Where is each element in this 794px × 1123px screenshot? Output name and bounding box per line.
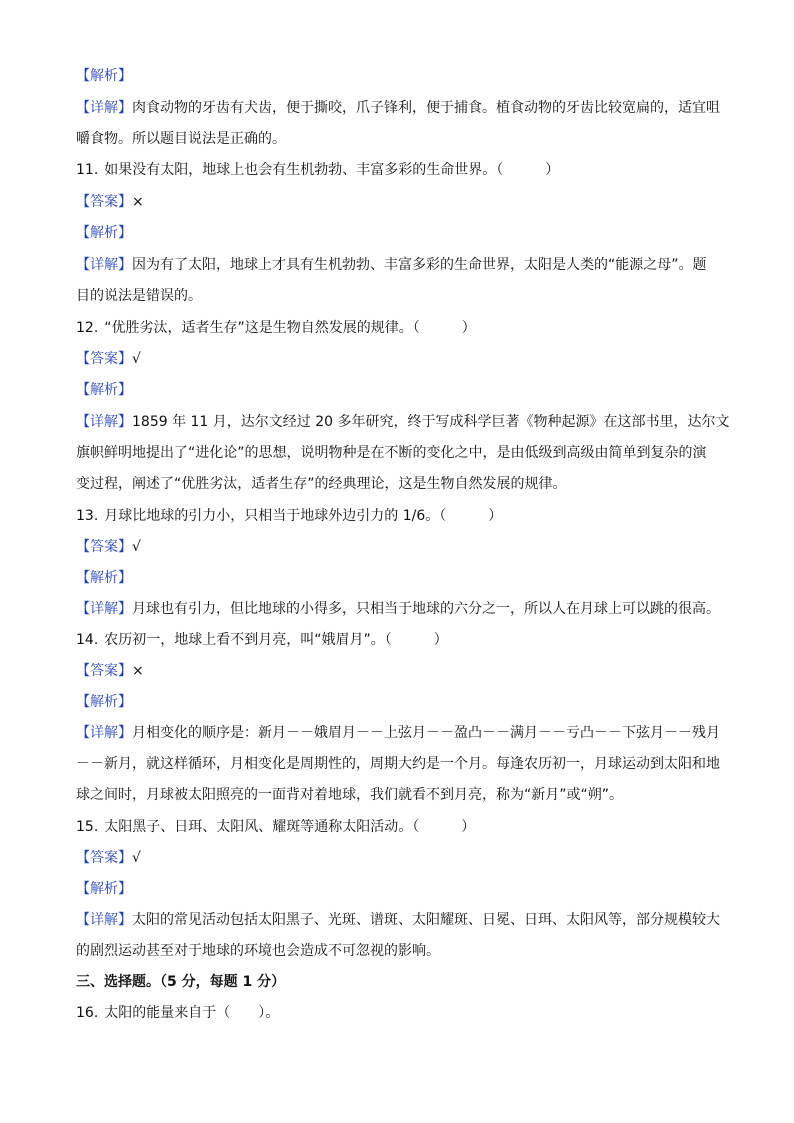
detail-tag: 【详解】 xyxy=(76,912,132,928)
question-text: 如果没有太阳，地球上也会有生机勃勃、丰富多彩的生命世界。（ ） xyxy=(104,162,560,178)
answer-tag: 【答案】 xyxy=(76,539,132,555)
question-number: 11. xyxy=(76,162,99,178)
detail-text: 太阳的常见活动包括太阳黑子、光斑、谱斑、太阳耀斑、日冕、日珥、太阳风等，部分规模较大 xyxy=(132,912,720,928)
section-heading: 三、选择题。（5 分，每题 1 分） xyxy=(76,974,286,990)
detail-paragraph xyxy=(76,255,707,275)
detail-paragraph xyxy=(76,599,720,619)
question-14 xyxy=(76,630,448,650)
detail-text: 旗帜鲜明地提出了“进化论”的思想，说明物种是在不断的变化之中，是由低级到高级由简单到复杂的演 xyxy=(76,445,707,461)
question-16 xyxy=(76,1003,279,1023)
analysis-tag: 【解析】 xyxy=(76,694,132,710)
question-number: 14. xyxy=(76,632,99,648)
detail-tag: 【详解】 xyxy=(76,725,132,741)
answer-line xyxy=(76,537,141,557)
answer-value: √ xyxy=(132,539,141,555)
question-text: 农历初一，地球上看不到月亮，叫“娥眉月”。（ ） xyxy=(104,632,448,648)
answer-line xyxy=(76,848,141,868)
detail-text: 变过程，阐述了“优胜劣汰，适者生存”的经典理论，这是生物自然发展的规律。 xyxy=(76,476,567,492)
answer-line xyxy=(76,661,144,681)
question-text: “优胜劣汰，适者生存”这是生物自然发展的规律。（ ） xyxy=(104,320,476,336)
answer-line xyxy=(76,192,144,212)
analysis-tag: 【解析】 xyxy=(76,382,132,398)
question-13 xyxy=(76,506,502,526)
detail-text: 目的说法是错误的。 xyxy=(76,288,202,304)
detail-paragraph xyxy=(76,412,730,432)
answer-tag: 【答案】 xyxy=(76,663,132,679)
question-12 xyxy=(76,318,476,338)
question-text: 太阳的能量来自于（ ）。 xyxy=(104,1005,280,1021)
question-number: 13. xyxy=(76,508,99,524)
question-number: 15. xyxy=(76,819,99,835)
detail-text: 肉食动物的牙齿有犬齿，便于撕咬，爪子锋利，便于捕食。植食动物的牙齿比较宽扁的，适宜咀 xyxy=(132,100,720,116)
detail-paragraph xyxy=(76,723,720,743)
detail-text: 因为有了太阳，地球上才具有生机勃勃、丰富多彩的生命世界，太阳是人类的“能源之母”。题 xyxy=(132,257,707,273)
detail-text: －－新月，就这样循环，月相变化是周期性的，周期大约是一个月。每逢农历初一，月球运动到太阳和地 xyxy=(76,756,720,772)
question-text: 月球比地球的引力小，只相当于地球外边引力的 1/6。（ ） xyxy=(104,508,503,524)
detail-text: 月相变化的顺序是：新月－－娥眉月－－上弦月－－盈凸－－满月－－亏凸－－下弦月－－残月 xyxy=(132,725,720,741)
answer-tag: 【答案】 xyxy=(76,351,132,367)
detail-text: 的剧烈运动甚至对于地球的环境也会造成不可忽视的影响。 xyxy=(76,943,440,959)
answer-value: × xyxy=(132,663,144,679)
detail-text: 月球也有引力，但比地球的小得多，只相当于地球的六分之一，所以人在月球上可以跳的很高。 xyxy=(132,601,720,617)
question-number: 12. xyxy=(76,320,99,336)
answer-tag: 【答案】 xyxy=(76,850,132,866)
analysis-tag: 【解析】 xyxy=(76,225,132,241)
detail-tag: 【详解】 xyxy=(76,257,132,273)
analysis-tag: 【解析】 xyxy=(76,881,132,897)
analysis-tag: 【解析】 xyxy=(76,570,132,586)
detail-paragraph xyxy=(76,910,720,930)
question-number: 16. xyxy=(76,1005,99,1021)
answer-value: √ xyxy=(132,850,141,866)
detail-tag: 【详解】 xyxy=(76,100,132,116)
answer-tag: 【答案】 xyxy=(76,194,132,210)
question-15 xyxy=(76,817,475,837)
analysis-tag: 【解析】 xyxy=(76,68,132,84)
detail-tag: 【详解】 xyxy=(76,601,132,617)
detail-text: 1859 年 11 月，达尔文经过 20 多年研究，终于写成科学巨著《物种起源》在这部书里，达尔文 xyxy=(132,414,730,430)
detail-tag: 【详解】 xyxy=(76,414,132,430)
question-11 xyxy=(76,160,559,180)
answer-value: × xyxy=(132,194,144,210)
detail-paragraph xyxy=(76,98,720,118)
detail-text: 球之间时，月球被太阳照亮的一面背对着地球，我们就看不到月亮，称为“新月”或“朔”。 xyxy=(76,787,624,803)
detail-text: 嚼食物。所以题目说法是正确的。 xyxy=(76,131,286,147)
question-text: 太阳黑子、日珥、太阳风、耀斑等通称太阳活动。（ ） xyxy=(104,819,476,835)
answer-line xyxy=(76,349,141,369)
answer-value: √ xyxy=(132,351,141,367)
